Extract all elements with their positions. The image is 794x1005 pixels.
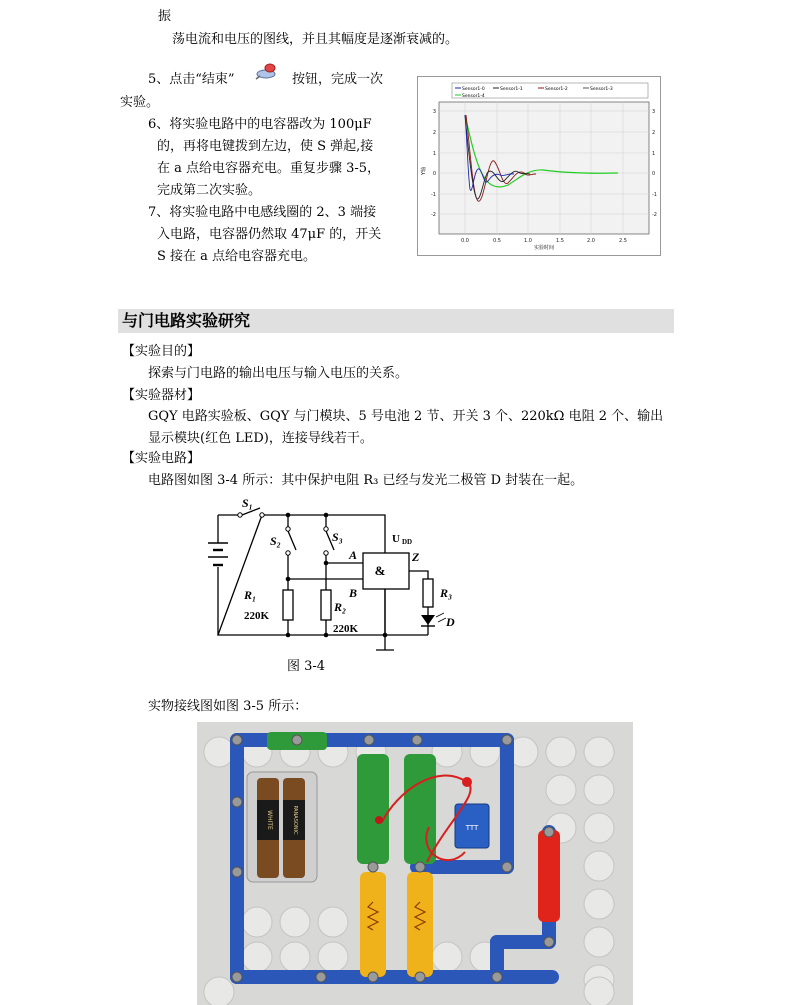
equipment-text-b: 显示模块(红色 LED)，连接导线若干。 [148, 431, 373, 446]
battery-label-2: PANASONIC [292, 805, 298, 835]
y-tick: 2 [432, 130, 436, 136]
y-tick-right: 1 [652, 151, 656, 157]
equipment-text: GQY 电路实验板、GQY 与门模块、5 号电池 2 节、开关 3 个、220kΩ 电阻 2 个、输出 [148, 409, 664, 424]
r1-value: 220K [244, 610, 270, 622]
step-7-text-b: 入电路，电容器仍然取 47μF 的，开关 [157, 227, 382, 242]
legend-item: Sensor1-1 [500, 87, 523, 92]
y-tick: 1 [432, 151, 436, 157]
s3-label: S₃ [332, 530, 343, 544]
x-tick: 0.5 [493, 238, 501, 244]
udd-label: U [392, 533, 400, 545]
y-tick-right: 0 [652, 171, 656, 177]
step-7-text: 7、将实验电路中电感线圈的 2、3 端接 [148, 205, 377, 220]
photo-intro-text: 实物接线图如图 3-5 所示： [148, 699, 308, 714]
x-tick: 2.0 [587, 238, 595, 244]
breadboard-photo [197, 722, 633, 1005]
y-tick: 3 [432, 109, 436, 115]
y-tick: -2 [431, 212, 436, 218]
x-tick: 1.0 [524, 238, 532, 244]
r2-label: R₂ [334, 600, 347, 614]
y-tick-right: 2 [652, 130, 656, 136]
text-line: 荡电流和电压的图线，并且其幅度是逐渐衰减的。 [172, 32, 459, 47]
y-tick-right: -2 [652, 212, 657, 218]
x-tick: 2.5 [619, 238, 627, 244]
step-7-text-c: S 接在 a 点给电容器充电。 [157, 249, 317, 264]
end-button-icon [252, 60, 282, 82]
step-6-text-b: 的，再将电键拨到左边，使 S 弹起,接 [157, 139, 374, 154]
section-title: 与门电路实验研究 [122, 311, 251, 330]
module-label: TTT [465, 824, 479, 832]
oscillation-graph [417, 76, 661, 256]
r1-label: R₁ [244, 588, 257, 602]
legend-item: Sensor1-3 [590, 87, 613, 92]
legend-item: Sensor1-0 [462, 87, 485, 92]
x-tick: 0.0 [461, 238, 469, 244]
x-tick: 1.5 [556, 238, 564, 244]
y-tick: 0 [432, 171, 436, 177]
step-5-text-c: 实验。 [120, 95, 160, 110]
r3-label: R₃ [440, 586, 453, 600]
purpose-heading: 【实验目的】 [122, 344, 201, 359]
circuit-description: 电路图如图 3-4 所示：其中保护电阻 R₃ 已经与发光二极管 D 封装在一起。 [148, 473, 584, 488]
led-d-label: D [446, 615, 455, 629]
s1-label: S₁ [242, 496, 253, 510]
step-5-text-b: 按钮，完成一次 [292, 72, 384, 87]
s2-label: S₂ [270, 534, 281, 548]
output-z-label: Z [412, 550, 420, 564]
equipment-heading: 【实验器材】 [122, 388, 201, 403]
battery-label: WHITE [266, 810, 273, 830]
udd-subscript: DD [402, 538, 413, 546]
circuit-heading: 【实验电路】 [122, 451, 201, 466]
text-line: 振 [158, 9, 172, 24]
legend-item: Sensor1-2 [545, 87, 568, 92]
y-axis-label: Y轴 [421, 166, 427, 175]
input-a-label: A [349, 548, 358, 562]
input-b-label: B [349, 586, 358, 600]
step-6-text-c: 在 a 点给电容器充电。重复步骤 3-5， [157, 161, 381, 176]
and-gate-symbol: & [374, 563, 386, 578]
step-6-text: 6、将实验电路中的电容器改为 100μF [148, 117, 372, 132]
y-tick-right: -1 [652, 192, 657, 198]
legend-item: Sensor1-4 [462, 94, 485, 99]
y-tick: -1 [431, 192, 436, 198]
x-axis-label: 实验时间 [533, 245, 555, 251]
step-6-text-d: 完成第二次实验。 [157, 183, 262, 198]
purpose-text: 探索与门电路的输出电压与输入电压的关系。 [148, 366, 409, 381]
figure-caption: 图 3-4 [287, 659, 326, 674]
y-tick-right: 3 [652, 109, 656, 115]
step-5-text: 5、点击“结束” [148, 72, 235, 87]
r2-value: 220K [333, 623, 359, 635]
and-gate-circuit-diagram [200, 495, 480, 660]
